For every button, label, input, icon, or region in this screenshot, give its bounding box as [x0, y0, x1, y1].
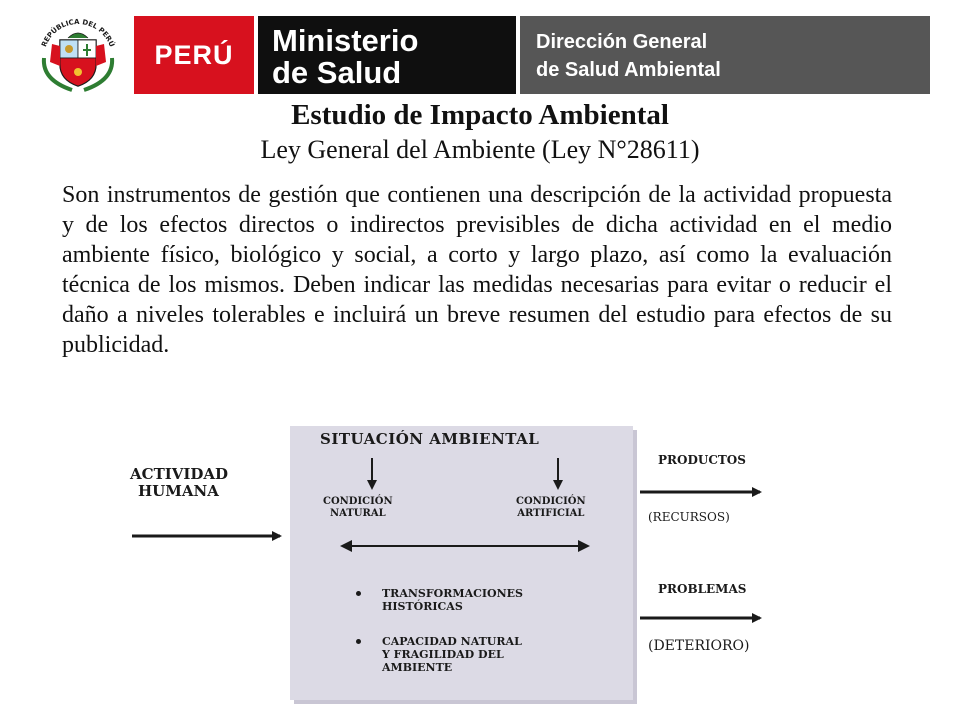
bullet1-line1: TRANSFORMACIONES	[382, 587, 523, 600]
products-label: PRODUCTOS	[658, 453, 746, 467]
direction-logo-block	[520, 16, 930, 94]
peru-label: PERÚ	[154, 39, 234, 70]
bullet-dot-icon	[356, 591, 361, 596]
artificial-condition-label	[516, 496, 586, 520]
page-title: Estudio de Impacto Ambiental	[291, 99, 669, 131]
situation-box-title: SITUACIÓN AMBIENTAL	[320, 430, 540, 448]
bullet2-line3: AMBIENTE	[382, 661, 453, 674]
ministry-name-line1: Ministerio	[272, 23, 419, 58]
natural-condition-line2: NATURAL	[330, 508, 386, 519]
natural-condition-label	[323, 496, 393, 520]
human-activity-line1: ACTIVIDAD	[130, 465, 229, 483]
coat-of-arms-icon	[30, 14, 126, 94]
bullet-historical-transformations	[382, 587, 523, 613]
header-banner	[0, 0, 960, 96]
bullet2-line2: Y FRAGILIDAD DEL	[382, 648, 504, 661]
coat-of-arms-seal	[30, 14, 126, 94]
natural-condition-line1: CONDICIÓN	[323, 496, 393, 507]
bullet1-line2: HISTÓRICAS	[382, 600, 463, 613]
bullet2-line1: CAPACIDAD NATURAL	[382, 635, 522, 648]
ministry-name-line2: de Salud	[272, 55, 402, 90]
svg-text:REPÚBLICA DEL PERÚ: REPÚBLICA DEL PERÚ	[40, 17, 116, 49]
page-subtitle: Ley General del Ambiente (Ley N°28611)	[260, 135, 700, 164]
peru-logo-block	[134, 16, 254, 94]
environmental-situation-diagram	[130, 420, 790, 710]
deterioration-label: (DETERIORO)	[648, 638, 750, 654]
artificial-condition-line1: CONDICIÓN	[516, 496, 586, 507]
bullet-natural-capacity	[382, 635, 522, 674]
artificial-condition-line2: ARTIFICIAL	[517, 508, 585, 519]
ministry-logo-block	[258, 16, 516, 94]
human-activity-line2: HUMANA	[138, 482, 219, 500]
resources-label: (RECURSOS)	[648, 510, 730, 524]
human-activity-label	[130, 466, 228, 500]
bullet-dot-icon	[356, 639, 361, 644]
body-paragraph: Son instrumentos de gestión que contienen una descripción de la actividad propuesta y de los efectos directos o indirectos previsibles de dicha actividad en el medio ambiente físico, biológico y social, a corto y largo plazo, así como la evaluación técnica de los mismos. Deben indicar las medidas necesarias para evitar o reducir el daño a niveles tolerables e incluirá un breve resumen del estudio para efectos de su publicidad.	[62, 182, 892, 358]
problems-label: PROBLEMAS	[658, 582, 747, 596]
direction-name-line2: de Salud Ambiental	[536, 59, 721, 81]
direction-name-line1: Dirección General	[536, 31, 708, 53]
